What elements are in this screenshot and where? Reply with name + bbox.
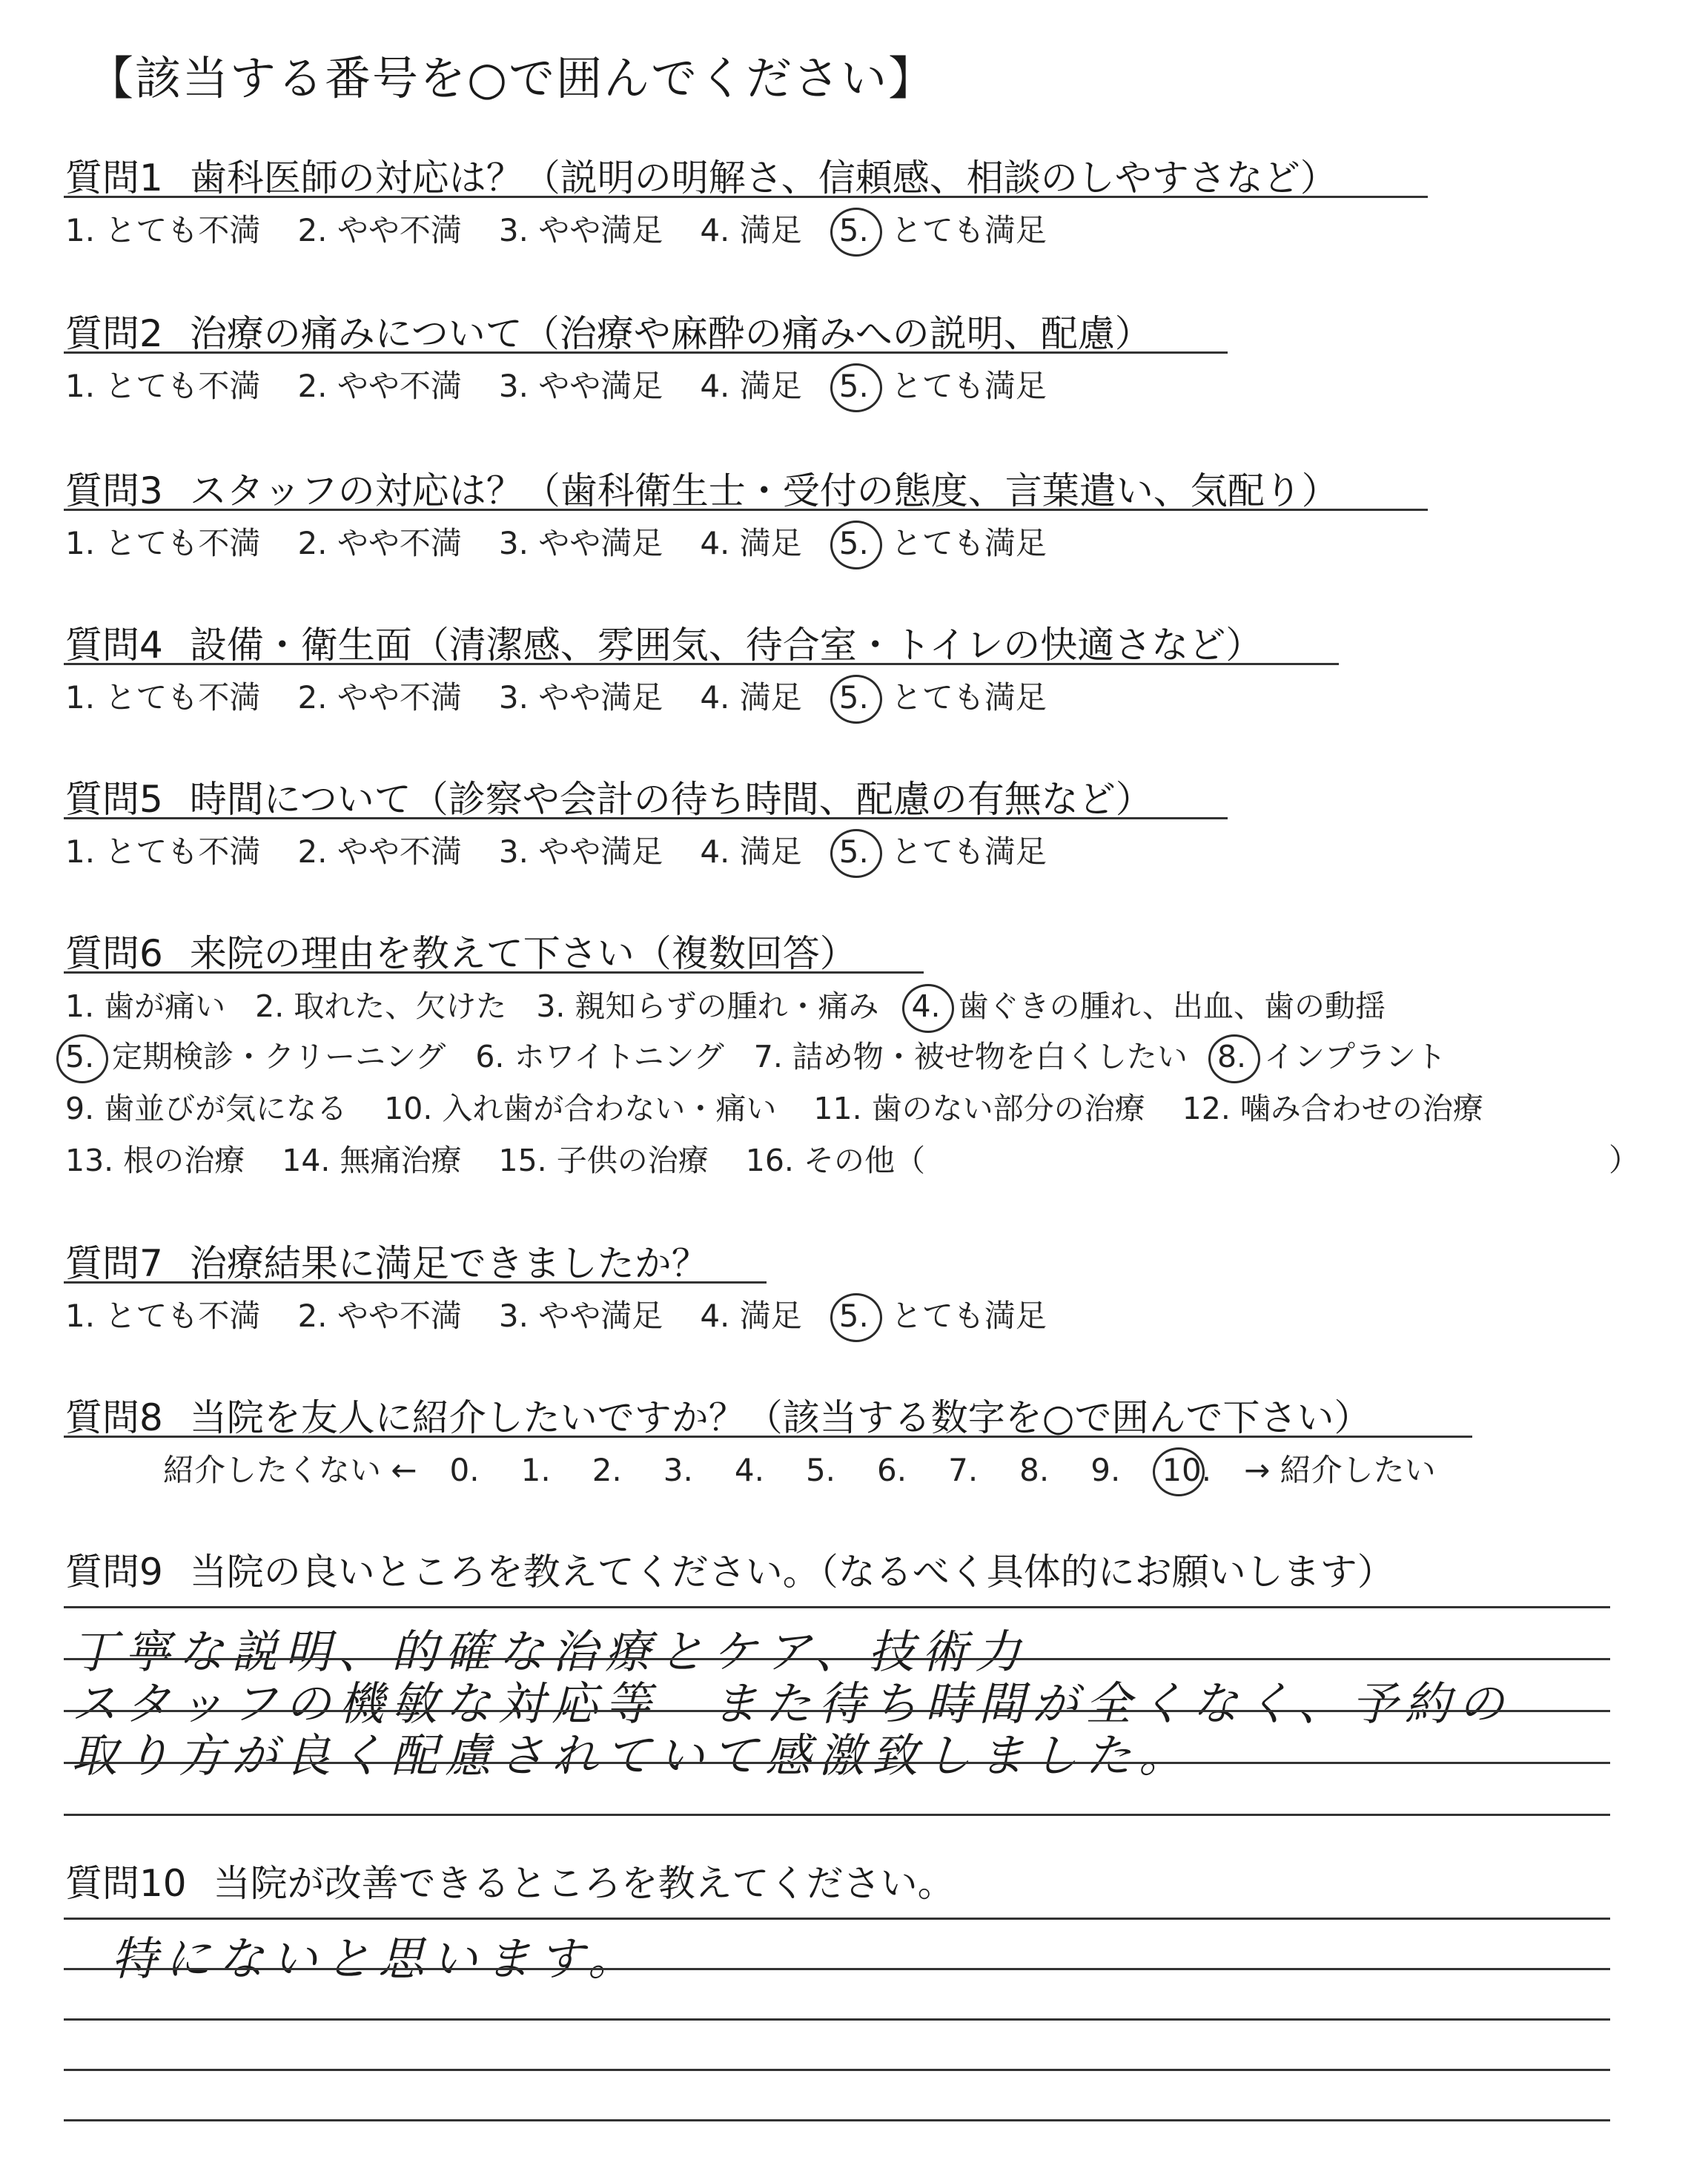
option-1[interactable]: 1. とても不満 [65,525,261,561]
question-6-row-3 [65,1084,1520,1128]
question-number: 質問7 [65,1242,163,1285]
question-3-options [65,519,1084,564]
reason-4-label: 歯ぐきの腫れ、出血、歯の動揺 [958,988,1386,1024]
reason-4-circled[interactable]: 4. [911,988,941,1024]
scale-8[interactable]: 8. [1019,1452,1050,1488]
option-4[interactable]: 4. 満足 [700,679,802,716]
handwritten-answer-line: 丁寧な説明、的確な治療とケア、技術力 [71,1625,1029,1679]
question-1-underline [64,196,1428,198]
scale-2[interactable]: 2. [592,1452,622,1488]
option-5-label: とても満足 [890,1298,1047,1334]
option-3[interactable]: 3. やや満足 [498,833,663,870]
option-3[interactable]: 3. やや満足 [498,525,663,561]
question-6-heading [65,924,857,977]
option-5-circled[interactable]: 5. [838,525,869,561]
handwritten-answer-line: スタッフの機敏な対応等 また待ち時間が全くなく、予約の [71,1677,1512,1731]
option-4[interactable]: 4. 満足 [700,833,802,870]
question-9-heading [65,1542,1394,1596]
option-4[interactable]: 4. 満足 [700,525,802,561]
scale-0[interactable]: 0. [449,1452,480,1488]
option-1[interactable]: 1. とても不満 [65,833,261,870]
option-5-label: とても満足 [890,833,1047,870]
question-5-options [65,828,1084,872]
option-5-label: とても満足 [890,525,1047,561]
question-number: 質問10 [65,1862,187,1905]
scale-left-label: 紹介したくない ← [163,1452,417,1488]
question-number: 質問4 [65,624,163,667]
answer-rule [64,1606,1610,1608]
answer-rule [64,1762,1610,1764]
option-2[interactable]: 2. やや不満 [297,833,462,870]
option-2[interactable]: 2. やや不満 [297,212,462,248]
question-number: 質問1 [65,156,163,199]
reason-11[interactable]: 11. 歯のない部分の治療 [813,1091,1145,1126]
option-3[interactable]: 3. やや満足 [498,1298,663,1334]
option-5-circled[interactable]: 5. [838,368,869,404]
answer-rule [64,2119,1610,2121]
answer-rule [64,2018,1610,2021]
question-3-heading [65,461,1339,515]
answer-rule [64,1918,1610,1920]
question-number: 質問3 [65,469,163,512]
question-5-underline [64,817,1228,819]
question-7-underline [64,1281,767,1284]
scale-7[interactable]: 7. [948,1452,979,1488]
question-1-heading [65,148,1337,202]
question-7-options [65,1292,1084,1336]
question-number: 質問2 [65,312,163,355]
question-number: 質問8 [65,1396,163,1439]
scale-3[interactable]: 3. [663,1452,693,1488]
answer-rule [64,1658,1610,1660]
scale-4[interactable]: 4. [734,1452,764,1488]
question-5-heading [65,770,1153,823]
reason-9[interactable]: 9. 歯並びが気になる [65,1091,348,1126]
scale-right-label: → 紹介したい [1244,1452,1436,1488]
option-5-label: とても満足 [890,679,1047,716]
option-4[interactable]: 4. 満足 [700,212,802,248]
reason-3[interactable]: 3. 親知らずの腫れ・痛み [536,988,879,1024]
question-text: スタッフの対応は？（歯科衛生士・受付の態度、言葉遣い、気配り） [189,469,1339,512]
scale-6[interactable]: 6. [877,1452,907,1488]
reason-14[interactable]: 14. 無痛治療 [282,1143,462,1178]
question-2-underline [64,351,1228,354]
question-text: 当院を友人に紹介したいですか？（該当する数字を○で囲んで下さい） [189,1396,1371,1439]
option-3[interactable]: 3. やや満足 [498,368,663,404]
reason-5-label: 定期検診・クリーニング [112,1039,446,1074]
recommend-scale [163,1446,1477,1490]
handwritten-answer-line: 特にないと思います。 [111,1932,642,1986]
question-text: 治療の痛みについて（治療や麻酔の痛みへの説明、配慮） [189,312,1152,355]
option-5-label: とても満足 [890,368,1047,404]
handwritten-answer-line: 取り方が良く配慮されていて感激致しました。 [71,1728,1193,1783]
option-4[interactable]: 4. 満足 [700,368,802,404]
option-4[interactable]: 4. 満足 [700,1298,802,1334]
option-2[interactable]: 2. やや不満 [297,679,462,716]
option-1[interactable]: 1. とても不満 [65,368,261,404]
question-number: 質問5 [65,778,163,821]
reason-12[interactable]: 12. 噛み合わせの治療 [1182,1091,1483,1126]
page-title: 【該当する番号を○で囲んでください】 [87,51,936,105]
question-1-options [65,206,1084,251]
option-5-label: とても満足 [890,212,1047,248]
question-number: 質問6 [65,932,163,975]
question-6-underline [64,971,924,974]
scale-5[interactable]: 5. [805,1452,836,1488]
reason-8-label: インプラント [1264,1039,1447,1074]
reason-8-circled[interactable]: 8. [1217,1039,1247,1074]
question-8-heading [65,1388,1371,1441]
reason-13[interactable]: 13. 根の治療 [65,1143,245,1178]
question-2-heading [65,304,1152,357]
question-4-options [65,673,1084,718]
option-3[interactable]: 3. やや満足 [498,212,663,248]
option-2[interactable]: 2. やや不満 [297,1298,462,1334]
option-1[interactable]: 1. とても不満 [65,1298,261,1334]
scale-9[interactable]: 9. [1090,1452,1121,1488]
question-8-underline [64,1436,1472,1438]
answer-rule [64,1968,1610,1970]
question-number: 質問9 [65,1550,163,1593]
question-text: 時間について（診察や会計の待ち時間、配慮の有無など） [189,778,1153,821]
question-text: 当院の良いところを教えてください。（なるべく具体的にお願いします） [189,1550,1394,1593]
question-text: 設備・衛生面（清潔感、雰囲気、待合室・トイレの快適さなど） [189,624,1263,667]
other-close-paren: ） [1609,1142,1641,1178]
answer-rule [64,1710,1610,1712]
answer-rule [64,1814,1610,1816]
option-5-circled[interactable]: 5. [838,1298,869,1334]
answer-rule [64,2069,1610,2071]
scale-10-circled[interactable]: 10. [1162,1452,1212,1488]
option-2[interactable]: 2. やや不満 [297,368,462,404]
question-4-underline [64,663,1339,665]
question-6-row-4 [65,1136,962,1180]
question-7-heading [65,1234,709,1287]
option-2[interactable]: 2. やや不満 [297,525,462,561]
option-5-circled[interactable]: 5. [838,833,869,870]
reason-15[interactable]: 15. 子供の治療 [498,1143,709,1178]
option-5-circled[interactable]: 5. [838,679,869,716]
reason-2[interactable]: 2. 取れた、欠けた [255,988,507,1024]
reason-10[interactable]: 10. 入れ歯が合わない・痛い [384,1091,777,1126]
question-6-row-1 [65,982,1423,1025]
option-1[interactable]: 1. とても不満 [65,212,261,248]
option-1[interactable]: 1. とても不満 [65,679,261,716]
question-3-underline [64,509,1428,511]
question-4-heading [65,615,1262,669]
question-text: 当院が改善できるところを教えてください。 [213,1862,955,1905]
question-2-options [65,362,1084,406]
question-text: 歯科医師の対応は？（説明の明解さ、信頼感、相談のしやすさなど） [189,156,1337,199]
option-3[interactable]: 3. やや満足 [498,679,663,716]
question-10-heading [65,1854,955,1907]
reason-7[interactable]: 7. 詰め物・被せ物を白くしたい [753,1039,1188,1074]
question-text: 来院の理由を教えて下さい（複数回答） [189,932,857,975]
option-5-circled[interactable]: 5. [838,212,869,248]
scale-1[interactable]: 1. [520,1452,551,1488]
reason-5-circled[interactable]: 5. [65,1039,95,1074]
reason-16[interactable]: 16. その他（ [745,1143,925,1178]
reason-1[interactable]: 1. 歯が痛い [65,988,226,1024]
question-6-row-2 [65,1032,1483,1076]
reason-6[interactable]: 6. ホワイトニング [475,1039,724,1074]
question-text: 治療結果に満足できましたか？ [189,1242,709,1285]
